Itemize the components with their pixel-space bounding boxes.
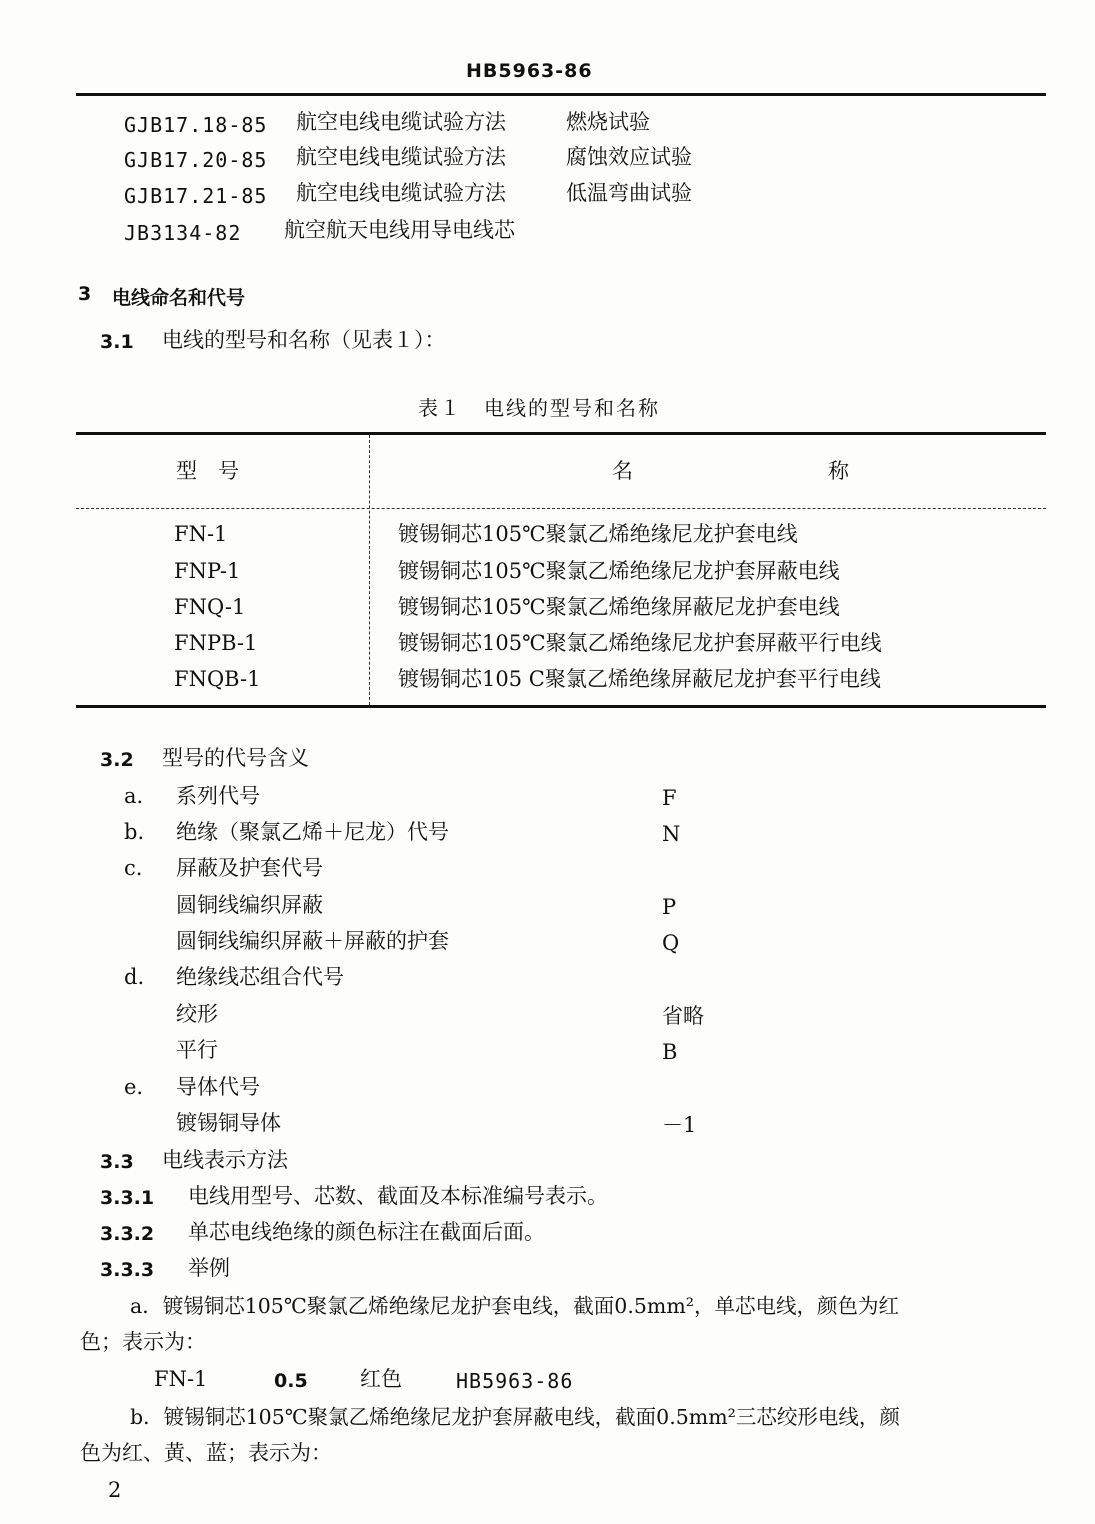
example-a-section: 0.5 <box>274 1370 308 1392</box>
clause-number: 3.3.3 <box>100 1259 155 1281</box>
page-number: 2 <box>108 1478 122 1502</box>
table-header-name: 称 <box>828 459 849 483</box>
page-header-code: HB5963-86 <box>466 60 593 82</box>
clause-number: 3.3.2 <box>100 1223 155 1245</box>
clause-text: 举例 <box>188 1256 230 1280</box>
example-a-line1: a．镀锡铜芯105℃聚氯乙烯绝缘尼龙护套电线，截面0.5mm²，单芯电线，颜色为红 <box>130 1294 899 1318</box>
example-a-standard: HB5963-86 <box>456 1369 574 1393</box>
list-label: 绝缘线芯组合代号 <box>176 965 344 989</box>
table-header-name: 名 <box>612 459 633 483</box>
ref-sub: 燃烧试验 <box>566 110 650 134</box>
table-bottom-rule <box>76 705 1046 708</box>
ref-sub: 腐蚀效应试验 <box>566 145 692 169</box>
clause-text: 单芯电线绝缘的颜色标注在截面后面。 <box>188 1220 545 1244</box>
table-cell-model: FNPB-1 <box>174 631 258 655</box>
list-code: N <box>662 822 681 846</box>
ref-code: GJB17.21-85 <box>124 184 268 208</box>
list-label: 导体代号 <box>176 1075 260 1099</box>
section-number: 3 <box>78 283 92 305</box>
list-code: B <box>662 1040 678 1064</box>
list-label: 屏蔽及护套代号 <box>176 856 323 880</box>
table-cell-name: 镀锡铜芯105℃聚氯乙烯绝缘屏蔽尼龙护套电线 <box>398 595 840 619</box>
clause-number: 3.3 <box>100 1151 134 1173</box>
example-b-line1: b．镀锡铜芯105℃聚氯乙烯绝缘尼龙护套屏蔽电线，截面0.5mm²三芯绞形电线，颜 <box>130 1405 900 1429</box>
table-caption: 表１ 电线的型号和名称 <box>418 396 660 420</box>
table-header-rule <box>76 508 1046 509</box>
table-cell-name: 镀锡铜芯105℃聚氯乙烯绝缘尼龙护套屏蔽电线 <box>398 559 840 583</box>
list-mark: e. <box>124 1075 144 1099</box>
list-label: 系列代号 <box>176 784 260 808</box>
table-top-rule <box>76 432 1046 435</box>
clause-number: 3.2 <box>100 749 134 771</box>
list-label: 平行 <box>176 1038 218 1062</box>
list-label: 绝缘（聚氯乙烯＋尼龙）代号 <box>176 820 449 844</box>
table-cell-name: 镀锡铜芯105 C聚氯乙烯绝缘屏蔽尼龙护套平行电线 <box>398 667 881 691</box>
clause-number: 3.3.1 <box>100 1187 155 1209</box>
clause-text: 电线的型号和名称（见表１）： <box>162 328 446 352</box>
list-code: －1 <box>662 1113 697 1137</box>
list-label: 圆铜线编织屏蔽 <box>176 893 323 917</box>
clause-number: 3.1 <box>100 331 134 353</box>
table-cell-model: FNQ-1 <box>174 595 246 619</box>
example-a-color: 红色 <box>360 1367 402 1391</box>
example-a-line2: 色；表示为： <box>80 1330 206 1354</box>
ref-title: 航空电线电缆试验方法 <box>296 145 506 169</box>
example-b-line2: 色为红、黄、蓝；表示为： <box>80 1441 332 1465</box>
ref-code: JB3134-82 <box>124 221 242 245</box>
table-header-model: 型 号 <box>176 459 239 483</box>
list-code: Q <box>662 931 680 955</box>
table-cell-model: FNP-1 <box>174 559 241 583</box>
clause-text: 电线用型号、芯数、截面及本标准编号表示。 <box>188 1184 608 1208</box>
ref-code: GJB17.18-85 <box>124 113 268 137</box>
table-cell-name: 镀锡铜芯105℃聚氯乙烯绝缘尼龙护套电线 <box>398 522 798 546</box>
table-cell-model: FNQB-1 <box>174 667 261 691</box>
list-label: 圆铜线编织屏蔽＋屏蔽的护套 <box>176 929 449 953</box>
ref-title: 航空电线电缆试验方法 <box>296 181 506 205</box>
list-mark: b. <box>124 820 145 844</box>
example-a-model: FN-1 <box>154 1367 208 1391</box>
list-mark: a. <box>124 784 144 808</box>
header-rule <box>76 93 1046 96</box>
list-mark: d. <box>124 965 145 989</box>
section-title: 电线命名和代号 <box>112 287 246 309</box>
list-code: F <box>662 786 677 810</box>
list-code: 省略 <box>662 1004 704 1028</box>
clause-text: 电线表示方法 <box>162 1148 288 1172</box>
ref-sub: 低温弯曲试验 <box>566 181 692 205</box>
clause-text: 型号的代号含义 <box>162 746 309 770</box>
table-cell-model: FN-1 <box>174 522 228 546</box>
ref-title: 航空电线电缆试验方法 <box>296 110 506 134</box>
ref-code: GJB17.20-85 <box>124 148 268 172</box>
table-cell-name: 镀锡铜芯105℃聚氯乙烯绝缘尼龙护套屏蔽平行电线 <box>398 631 882 655</box>
table-column-divider <box>369 435 370 705</box>
list-mark: c. <box>124 856 143 880</box>
list-label: 绞形 <box>176 1002 218 1026</box>
list-code: P <box>662 895 677 919</box>
ref-title: 航空航天电线用导电线芯 <box>284 218 515 242</box>
list-label: 镀锡铜导体 <box>176 1111 281 1135</box>
